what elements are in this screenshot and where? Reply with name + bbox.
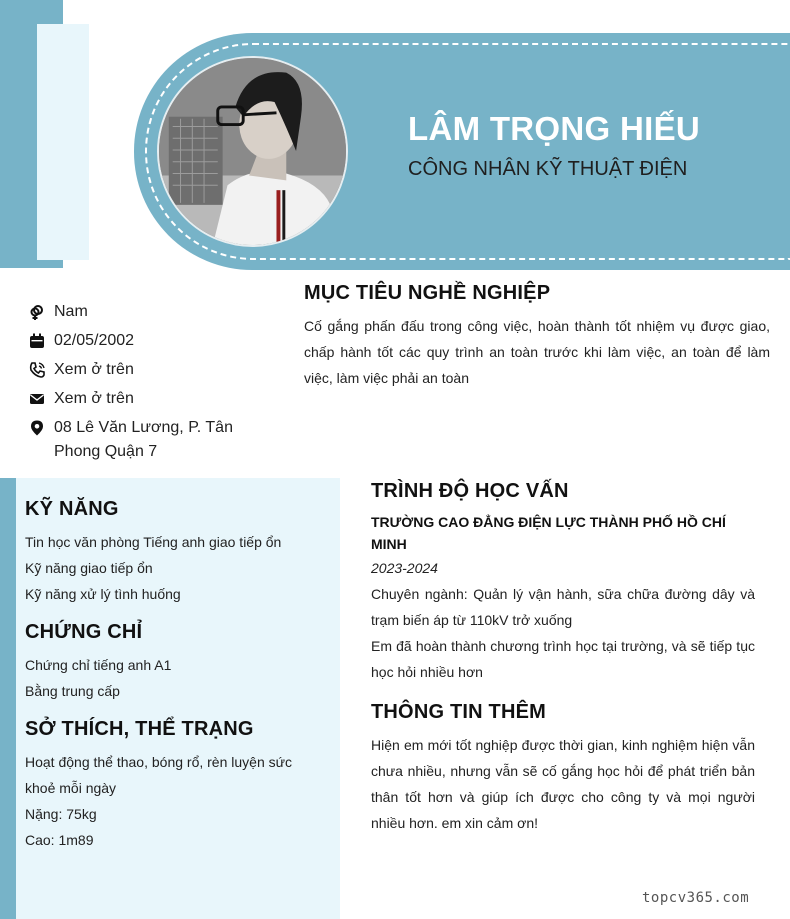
school-name: TRƯỜNG CAO ĐẲNG ĐIỆN LỰC THÀNH PHỐ HỒ CHÍ MINH [371,514,726,552]
avatar [157,56,348,247]
job-title: CÔNG NHÂN KỸ THUẬT ĐIỆN [408,158,688,180]
education-section [371,480,755,685]
phone-value: Xem ở trên [54,361,134,378]
skills-section [25,498,326,607]
gender-icon [28,300,46,324]
gender-value: Nam [54,303,88,320]
education-years: 2023-2024 [371,560,438,576]
contact-info [28,300,278,469]
contact-birthday [28,329,278,353]
certificate-item: Bằng trung cấp [25,683,120,699]
skill-item: Tin học văn phòng Tiếng anh giao tiếp ổn [25,534,282,550]
education-major: Chuyên ngành: Quản lý vận hành, sữa chữa đường dây và trạm biến áp từ 110kV trở xuống [371,586,755,628]
hobby-item: Cao: 1m89 [25,832,94,848]
header-left-stripe [37,24,89,260]
contact-phone [28,358,278,382]
watermark: topcv365.com [642,890,750,906]
education-note: Em đã hoàn thành chương trình học tại trường, và sẽ tiếp tục học hỏi nhiều hơn [371,638,755,680]
skill-item: Kỹ năng giao tiếp ổn [25,560,153,576]
candidate-name: LÂM TRỌNG HIẾU [408,110,701,147]
extra-info-section [371,701,755,836]
certificate-item: Chứng chỉ tiếng anh A1 [25,657,172,673]
career-objective-title: MỤC TIÊU NGHỀ NGHIỆP [304,282,551,304]
calendar-icon [28,329,46,353]
birthday-value: 02/05/2002 [54,332,135,349]
left-panel [16,478,340,919]
certificates-title: CHỨNG CHỈ [25,621,143,643]
phone-icon [28,358,46,382]
right-column [371,480,755,852]
contact-email [28,387,278,411]
location-icon [28,416,46,440]
panel-left-stripe [0,478,16,919]
hobby-item: Nặng: 75kg [25,806,97,822]
extra-info-text: Hiện em mới tốt nghiệp được thời gian, kinh nghiệm hiện vẫn chưa nhiều, nhưng vẫn sẽ cố gắng học hỏi để phát triển bản thân tốt hơn và giúp ích được cho công ty và mọi người nhiều hơn. em xin cảm ơn! [371,737,755,831]
skills-title: KỸ NĂNG [25,498,119,520]
hobbies-section [25,718,326,853]
contact-address [28,416,278,464]
certificates-section [25,621,326,704]
career-objective-section [304,282,770,391]
hobby-item: Hoạt động thể thao, bóng rổ, rèn luyện sức khoẻ mỗi ngày [25,754,292,796]
email-icon [28,387,46,411]
contact-gender [28,300,278,324]
email-value: Xem ở trên [54,390,134,407]
career-objective-text: Cố gắng phấn đấu trong công việc, hoàn thành tốt nhiệm vụ được giao, chấp hành tốt các quy trình an toàn trước khi làm việc, an toàn để làm việc, làm việc phải an toàn [304,318,770,386]
skill-item: Kỹ năng xử lý tình huống [25,586,181,602]
address-value: 08 Lê Văn Lương, P. Tân Phong Quận 7 [54,419,233,460]
extra-info-title: THÔNG TIN THÊM [371,701,547,723]
hobbies-title: SỞ THÍCH, THỂ TRẠNG [25,718,254,740]
education-title: TRÌNH ĐỘ HỌC VẤN [371,480,569,502]
